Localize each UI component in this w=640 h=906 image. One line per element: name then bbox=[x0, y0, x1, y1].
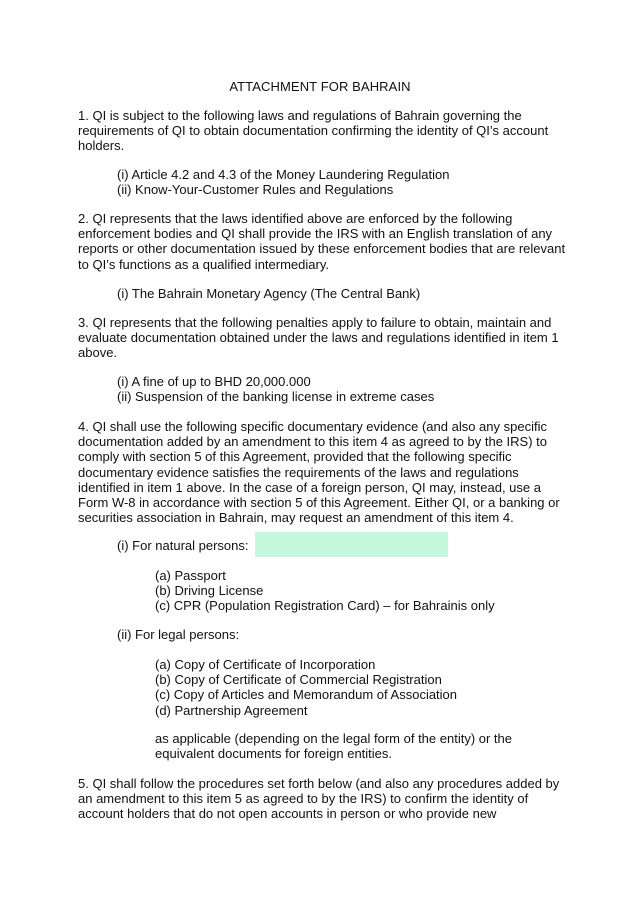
list-item: (i) Article 4.2 and 4.3 of the Money Laundering Regulation bbox=[117, 167, 450, 182]
item-4-line: Form W-8 in accordance with section 5 of this Agreement. Either QI, or a banking or bbox=[78, 495, 560, 511]
item-3-line: evaluate documentation obtained under the laws and regulations identified in item 1 bbox=[78, 330, 559, 346]
list-item: (ii) Know-Your-Customer Rules and Regulations bbox=[117, 182, 394, 198]
item-4-line: securities association in Bahrain, may request an amendment of this item 4. bbox=[78, 510, 514, 526]
list-item: (i) A fine of up to BHD 20,000.000 bbox=[117, 374, 311, 389]
item-4-line: comply with section 5 of this Agreement, provided that the following specific bbox=[78, 449, 512, 465]
item-2-line: enforcement bodies and QI shall provide the IRS with an English translation of any bbox=[78, 226, 553, 242]
item-1-line: holders. bbox=[78, 138, 125, 154]
note-line: equivalent documents for foreign entities. bbox=[155, 746, 393, 762]
item-2-line: 2. QI represents that the laws identified above are enforced by the following bbox=[78, 211, 513, 226]
item-4-line: documentary evidence satisfies the requirements of the laws and regulations bbox=[78, 464, 519, 480]
item-4-line: 4. QI shall use the following specific documentary evidence (and also any specific bbox=[78, 419, 547, 434]
note-line: as applicable (depending on the legal form of the entity) or the bbox=[155, 731, 513, 746]
item-3-paragraph bbox=[78, 315, 568, 361]
item-2-paragraph bbox=[78, 211, 568, 272]
legal-persons-list bbox=[155, 657, 457, 718]
item-3-line: above. bbox=[78, 345, 118, 361]
list-item: (c) Copy of Articles and Memorandum of Association bbox=[155, 687, 458, 703]
item-3-list bbox=[117, 374, 434, 404]
list-item: (ii) Suspension of the banking license in extreme cases bbox=[117, 389, 435, 405]
list-item: (a) Copy of Certificate of Incorporation bbox=[155, 657, 376, 672]
item-1-line: requirements of QI to obtain documentation confirming the identity of QI’s account bbox=[78, 123, 549, 139]
item-5-line: an amendment to this item 5 as agreed to by the IRS) to confirm the identity of bbox=[78, 791, 529, 807]
item-3-line: 3. QI represents that the following penalties apply to failure to obtain, maintain and bbox=[78, 315, 552, 330]
list-item: (d) Partnership Agreement bbox=[155, 702, 308, 718]
item-1-list bbox=[117, 167, 449, 197]
list-item: (b) Copy of Certificate of Commercial Registration bbox=[155, 672, 442, 688]
item-5-paragraph bbox=[78, 776, 568, 822]
item-1-paragraph bbox=[78, 108, 568, 154]
item-2-line: to QI’s functions as a qualified intermediary. bbox=[78, 256, 329, 272]
document-title: ATTACHMENT FOR BAHRAIN bbox=[229, 79, 411, 94]
item-4-line: documentation added by an amendment to this item 4 as agreed to by the IRS) to bbox=[78, 434, 548, 450]
natural-persons-label: (i) For natural persons: bbox=[117, 538, 249, 553]
item-1-line: 1. QI is subject to the following laws and regulations of Bahrain governing the bbox=[78, 108, 522, 123]
list-item: (i) The Bahrain Monetary Agency (The Central Bank) bbox=[117, 286, 421, 301]
item-5-line: 5. QI shall follow the procedures set forth below (and also any procedures added by bbox=[78, 776, 560, 791]
natural-persons-list bbox=[155, 568, 495, 614]
list-item: (c) CPR (Population Registration Card) – for Bahrainis only bbox=[155, 598, 495, 614]
highlighted-text-field[interactable] bbox=[255, 532, 448, 557]
item-2-list bbox=[117, 286, 420, 301]
item-5-line: account holders that do not open accounts in person or who provide new bbox=[78, 806, 497, 822]
list-item: (b) Driving License bbox=[155, 583, 264, 599]
item-4-paragraph bbox=[78, 419, 568, 525]
list-item: (a) Passport bbox=[155, 568, 226, 583]
legal-persons-note bbox=[155, 731, 512, 761]
item-4-line: identified in item 1 above. In the case of a foreign person, QI may, instead, use a bbox=[78, 479, 541, 495]
item-2-line: reports or other documentation issued by these enforcement bodies that are relevant bbox=[78, 241, 566, 257]
legal-persons-label: (ii) For legal persons: bbox=[117, 627, 240, 642]
